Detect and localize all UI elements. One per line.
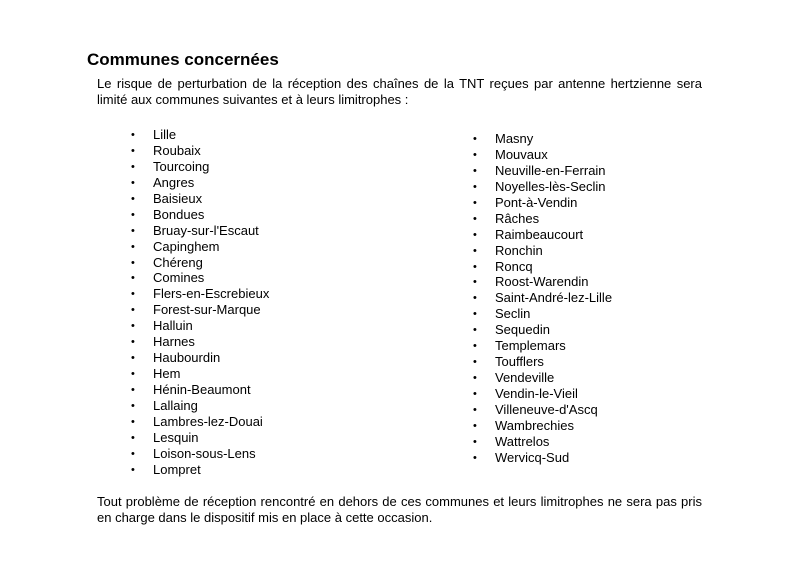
- bullet-icon: •: [473, 324, 477, 337]
- communes-list-right: [473, 131, 612, 466]
- bullet-icon: •: [473, 340, 477, 353]
- commune-list-item: [473, 450, 612, 466]
- commune-list-item: [473, 211, 612, 227]
- commune-list-item: [131, 350, 269, 366]
- bullet-icon: •: [131, 144, 135, 157]
- commune-list-item: [131, 143, 269, 159]
- commune-name: Angres: [153, 174, 195, 190]
- bullet-icon: •: [473, 276, 477, 289]
- commune-list-item: [131, 414, 269, 430]
- commune-list-item: [131, 127, 269, 143]
- commune-name: Saint-André-lez-Lille: [495, 290, 613, 306]
- commune-name: Hénin-Beaumont: [153, 382, 251, 397]
- bullet-icon: •: [131, 352, 135, 365]
- bullet-icon: •: [473, 356, 477, 369]
- commune-list-item: [131, 207, 269, 223]
- bullet-icon: •: [131, 447, 135, 460]
- commune-list-item: [473, 322, 612, 338]
- bullet-icon: •: [131, 208, 135, 221]
- bullet-icon: •: [473, 244, 477, 257]
- bullet-icon: •: [473, 403, 477, 416]
- bullet-icon: •: [473, 228, 477, 241]
- bullet-icon: •: [131, 336, 135, 349]
- commune-list-item: [131, 270, 269, 286]
- commune-name: Masny: [495, 131, 534, 146]
- bullet-icon: •: [473, 180, 477, 193]
- commune-list-item: [131, 175, 269, 191]
- commune-list-item: [131, 462, 269, 478]
- commune-name: Lallaing: [153, 397, 198, 413]
- bullet-icon: •: [131, 415, 135, 428]
- bullet-icon: •: [131, 304, 135, 317]
- commune-name: Baisieux: [153, 190, 203, 206]
- commune-list-item: [473, 179, 612, 195]
- commune-list-item: [473, 306, 612, 322]
- commune-name: Râches: [495, 210, 540, 226]
- commune-list-item: [473, 338, 612, 354]
- commune-list-item: [131, 302, 269, 318]
- commune-list-item: [131, 382, 269, 398]
- commune-name: Halluin: [153, 318, 193, 334]
- bullet-icon: •: [131, 272, 135, 285]
- commune-list-item: [131, 398, 269, 414]
- commune-name: Chéreng: [153, 254, 203, 270]
- bullet-icon: •: [473, 388, 477, 400]
- bullet-icon: •: [473, 419, 477, 432]
- bullet-icon: •: [131, 256, 135, 269]
- bullet-icon: •: [131, 288, 135, 301]
- bullet-icon: •: [131, 176, 135, 189]
- commune-name: Wambrechies: [495, 417, 574, 433]
- commune-list-item: [131, 159, 269, 175]
- commune-list-item: [473, 227, 612, 243]
- bullet-icon: •: [131, 368, 135, 381]
- bullet-icon: •: [131, 320, 135, 333]
- bullet-icon: •: [473, 212, 477, 225]
- commune-name: Sequedin: [495, 322, 550, 338]
- commune-list-item: [131, 334, 269, 350]
- commune-name: Lambres-lez-Douai: [153, 413, 263, 429]
- commune-list-item: [473, 163, 612, 179]
- commune-name: Roncq: [495, 258, 533, 274]
- commune-name: Lompret: [153, 461, 201, 477]
- commune-list-item: [131, 255, 269, 271]
- commune-list-item: [131, 239, 269, 255]
- bullet-icon: •: [131, 192, 135, 205]
- commune-list-item: [473, 418, 612, 434]
- commune-list-item: [473, 274, 612, 290]
- commune-name: Villeneuve-d'Ascq: [495, 401, 598, 417]
- commune-name: Ronchin: [495, 242, 543, 258]
- commune-list-item: [131, 191, 269, 207]
- commune-name: Raimbeaucourt: [495, 226, 584, 242]
- bullet-icon: •: [473, 372, 477, 385]
- outro-paragraph: Tout problème de réception rencontré en dehors de ces communes et leurs limitrophes ne sera pas pris en charge dans le dispositif mis en place à cette occasion.: [97, 494, 702, 525]
- commune-name: Wattrelos: [495, 433, 550, 449]
- commune-list-item: [473, 147, 612, 163]
- bullet-icon: •: [131, 240, 135, 253]
- commune-name: Harnes: [153, 334, 195, 350]
- bullet-icon: •: [473, 451, 477, 464]
- commune-list-item: [131, 318, 269, 334]
- bullet-icon: •: [473, 260, 477, 273]
- commune-name: Wervicq-Sud: [495, 449, 570, 465]
- bullet-icon: •: [131, 463, 135, 476]
- commune-name: Tourcoing: [153, 158, 210, 174]
- commune-name: Comines: [153, 270, 205, 286]
- commune-list-item: [473, 195, 612, 211]
- commune-name: Haubourdin: [153, 350, 221, 366]
- commune-list-item: [131, 286, 269, 302]
- bullet-icon: •: [473, 292, 477, 305]
- bullet-icon: •: [131, 224, 135, 237]
- commune-list-item: [473, 243, 612, 259]
- commune-name: Roost-Warendin: [495, 274, 589, 290]
- bullet-icon: •: [473, 133, 477, 145]
- commune-list-item: [131, 366, 269, 382]
- bullet-icon: •: [131, 399, 135, 412]
- commune-name: Lille: [153, 127, 177, 142]
- commune-name: Roubaix: [153, 142, 201, 158]
- commune-name: Flers-en-Escrebieux: [153, 286, 270, 302]
- commune-list-item: [473, 402, 612, 418]
- commune-name: Lesquin: [153, 429, 199, 445]
- commune-name: Pont-à-Vendin: [495, 194, 578, 210]
- commune-list-item: [131, 446, 269, 462]
- commune-name: Noyelles-lès-Seclin: [495, 178, 606, 194]
- commune-name: Bondues: [153, 206, 205, 222]
- commune-name: Bruay-sur-l'Escaut: [153, 222, 259, 238]
- commune-name: Neuville-en-Ferrain: [495, 162, 606, 178]
- communes-list-left: [131, 127, 269, 478]
- bullet-icon: •: [473, 308, 477, 321]
- commune-list-item: [473, 386, 612, 402]
- commune-list-item: [473, 434, 612, 450]
- commune-name: Capinghem: [153, 238, 220, 254]
- bullet-icon: •: [131, 431, 135, 444]
- commune-name: Vendin-le-Vieil: [495, 386, 578, 401]
- section-title: Communes concernées: [87, 50, 279, 69]
- bullet-icon: •: [131, 384, 135, 396]
- commune-name: Toufflers: [495, 354, 544, 370]
- commune-list-item: [473, 354, 612, 370]
- commune-name: Hem: [153, 366, 181, 382]
- commune-name: Templemars: [495, 338, 566, 354]
- commune-list-item: [473, 131, 612, 147]
- intro-paragraph: Le risque de perturbation de la réception des chaînes de la TNT reçues par antenne hertzienne sera limité aux communes suivantes et à leurs limitrophes :: [97, 76, 702, 107]
- commune-name: Loison-sous-Lens: [153, 445, 256, 461]
- commune-name: Forest-sur-Marque: [153, 302, 261, 318]
- commune-name: Mouvaux: [495, 146, 548, 162]
- commune-list-item: [131, 223, 269, 239]
- bullet-icon: •: [131, 160, 135, 173]
- commune-list-item: [473, 290, 612, 306]
- bullet-icon: •: [473, 196, 477, 209]
- commune-name: Vendeville: [495, 370, 555, 386]
- commune-list-item: [473, 370, 612, 386]
- commune-list-item: [473, 259, 612, 275]
- bullet-icon: •: [473, 148, 477, 161]
- bullet-icon: •: [473, 164, 477, 177]
- commune-name: Seclin: [495, 306, 531, 322]
- bullet-icon: •: [131, 129, 135, 141]
- bullet-icon: •: [473, 435, 477, 448]
- commune-list-item: [131, 430, 269, 446]
